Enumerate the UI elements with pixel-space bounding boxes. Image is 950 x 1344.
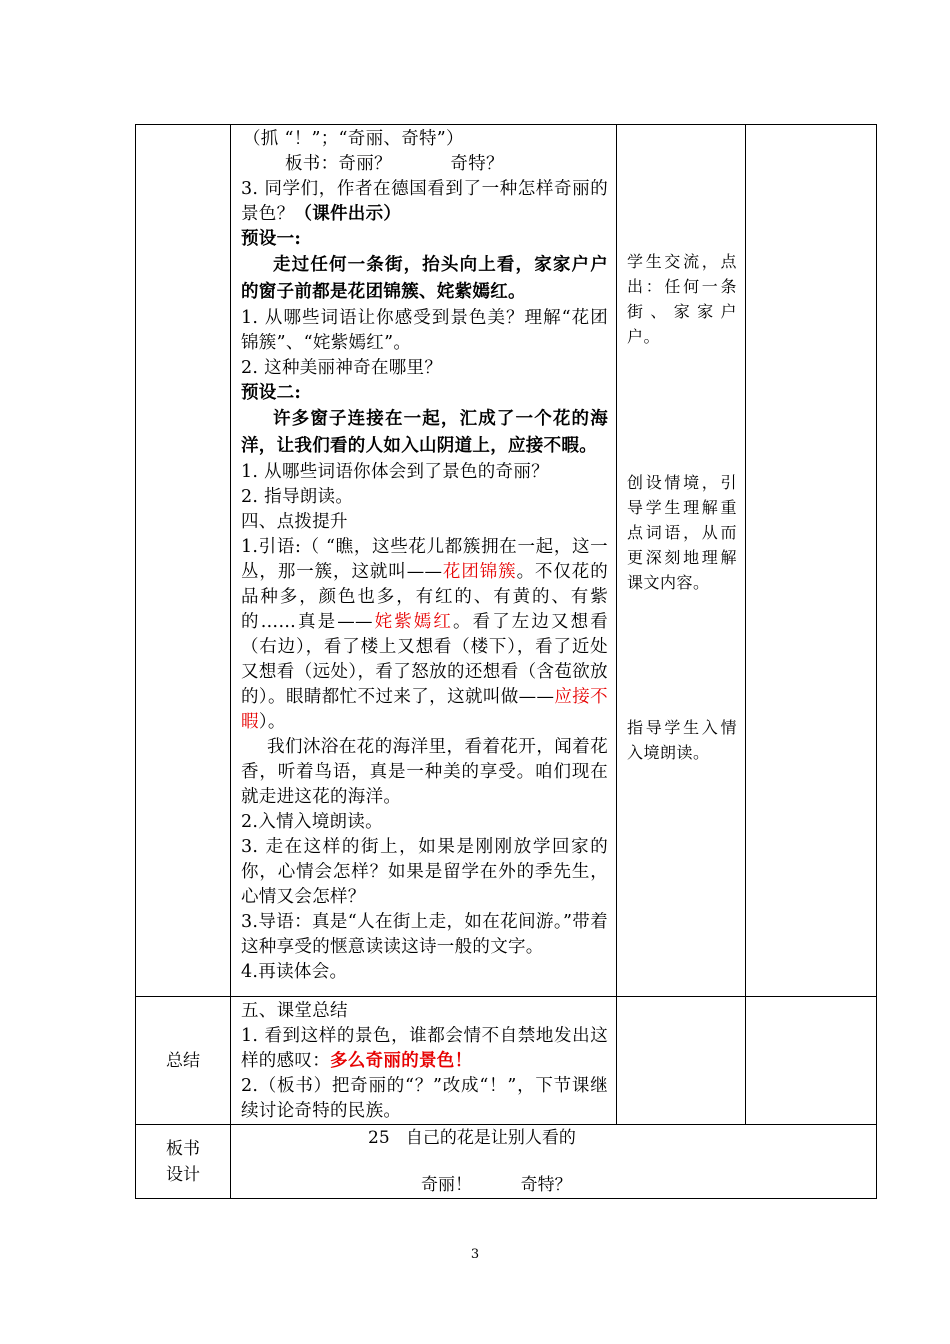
content-line: 3. 同学们，作者在德国看到了一种怎样奇丽的景色？（课件出示）	[241, 179, 608, 224]
board-label-cell	[136, 1125, 231, 1199]
content-line: 2. 指导朗读。	[241, 487, 354, 507]
page-number: 3	[470, 1247, 480, 1262]
teaching-extra-cell	[746, 125, 877, 997]
preset-one-label: 预设一:	[241, 229, 302, 249]
content-line: 3.导语：真是“人在街上走，如在花间游。”带着这种享受的惬意读读这诗一般的文字。	[241, 912, 608, 957]
content-line: 2.入情入境朗读。	[241, 812, 383, 832]
summary-label: 总结	[166, 1050, 200, 1071]
summary-extra-cell	[746, 997, 877, 1125]
board-words: 奇丽！ 奇特？	[421, 1175, 572, 1195]
content-line: 4.再读体会。	[241, 962, 348, 982]
summary-notes-cell	[617, 997, 746, 1125]
teaching-row	[136, 125, 877, 997]
teaching-notes-cell	[617, 125, 746, 997]
lesson-plan-table	[135, 124, 877, 1199]
summary-content-cell	[231, 997, 617, 1125]
teaching-content-cell	[231, 125, 617, 997]
content-line: 1. 从哪些词语让你感受到景色美？理解“花团锦簇”、“姹紫嫣红”。	[241, 308, 608, 353]
board-label: 板书 设计	[166, 1138, 200, 1185]
highlight-term: 应接不暇	[241, 687, 608, 732]
guide-paragraph: 1.引语:（ “瞧，这些花儿都簇拥在一起，这一丛，那一簇，这就叫——花团锦簇。不仅花的品种多，颜色也多，有红的、有黄的、有紫的……真是——姹紫嫣红。看了左边又想看（右边），看了楼上又想看（楼下），看了近处又想看（远处），看了怒放的还想看（含苞欲放的）。眼睛都忙不过来了，这就叫做——应接不暇）。	[241, 537, 609, 732]
content-line: 我们沐浴在花的海洋里，看着花开，闻着花香，听着鸟语，真是一种美的享受。咱们现在就走进这花的海洋。	[241, 737, 608, 807]
summary-label-cell	[136, 997, 231, 1125]
section-heading: 四、点拨提升	[241, 512, 348, 532]
teaching-label-cell	[136, 125, 231, 997]
summary-row	[136, 997, 877, 1125]
board-row	[136, 1125, 877, 1199]
content-line: 2.（板书）把奇丽的“？”改成“！”，下节课继续讨论奇特的民族。	[241, 1076, 608, 1121]
board-content-cell	[231, 1125, 877, 1199]
design-note: 创设情境，引导学生理解重点词语，从而更深刻地理解课文内容。	[627, 473, 737, 592]
section-heading: 五、课堂总结	[241, 1001, 348, 1021]
preset-one-text: 走过任何一条街，抬头向上看，家家户户的窗子前都是花团锦簇、姹紫嫣红。	[241, 255, 608, 302]
content-line: 2. 这种美丽神奇在哪里？	[241, 358, 443, 378]
content-line: 3. 走在这样的街上，如果是刚刚放学回家的你，心情会怎样？如果是留学在外的季先生，心情又会怎样？	[241, 837, 608, 907]
design-note: 指导学生入情入境朗读。	[627, 718, 737, 762]
content-line: （抓 “！”；“奇丽、奇特”）	[243, 129, 464, 149]
exclamation-text: 多么奇丽的景色！	[330, 1051, 473, 1071]
design-note: 学生交流，点出：任何一条街、家家户户。	[627, 252, 737, 346]
content-line: 1. 从哪些词语你体会到了景色的奇丽？	[241, 462, 549, 482]
board-title: 25 自己的花是让别人看的	[368, 1128, 576, 1148]
content-line: 板书：奇丽？ 奇特？	[285, 154, 504, 174]
preset-two-label: 预设二:	[241, 383, 302, 403]
preset-two-text: 许多窗子连接在一起，汇成了一个花的海洋，让我们看的人如入山阴道上，应接不暇。	[241, 409, 608, 456]
highlight-term: 花团锦簇	[442, 562, 517, 582]
highlight-term: 姹紫嫣红	[372, 612, 453, 632]
content-line: 1. 看到这样的景色，谁都会情不自禁地发出这样的感叹：多么奇丽的景色！	[241, 1026, 608, 1071]
